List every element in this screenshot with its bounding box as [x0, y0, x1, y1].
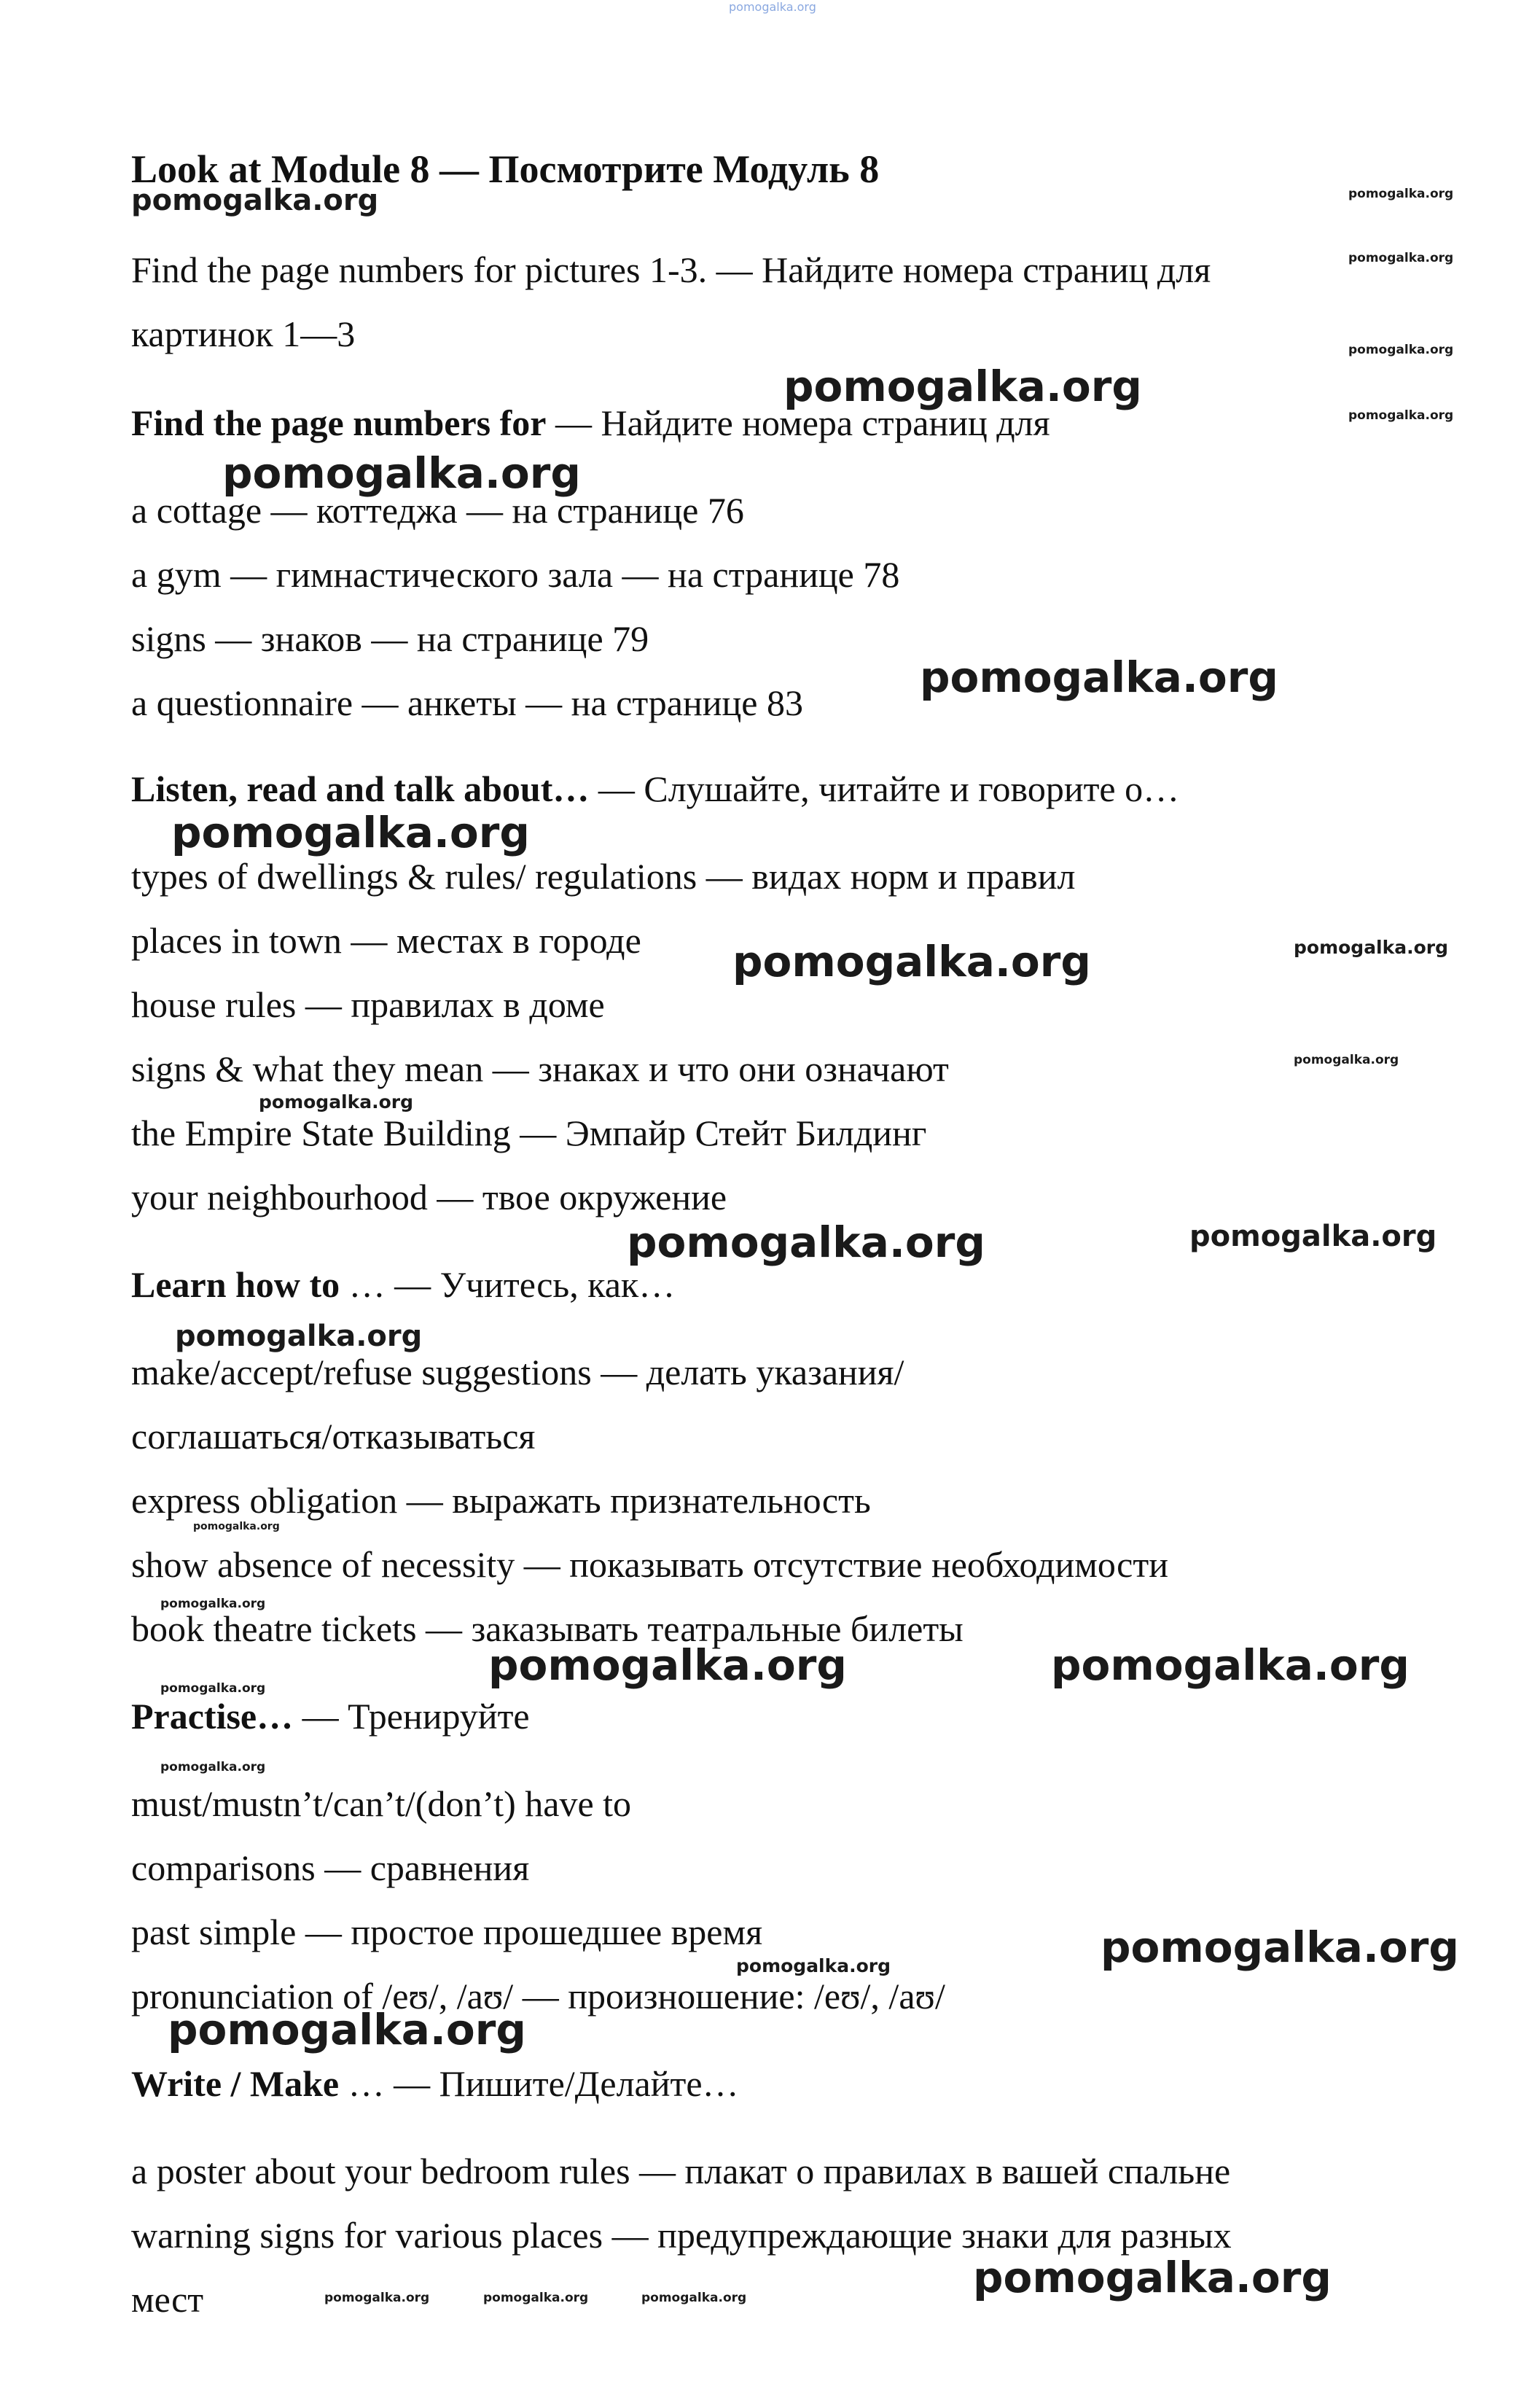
watermark: pomogalka.org	[171, 808, 530, 857]
list-item: a gym — гимнастического зала — на странице 78	[131, 554, 900, 595]
list-item: show absence of necessity — показывать отсутствие необходимости	[131, 1544, 1168, 1585]
watermark: pomogalka.org	[1294, 937, 1449, 958]
watermark: pomogalka.org	[483, 2291, 589, 2305]
section-heading-practise	[131, 1694, 530, 1738]
watermark: pomogalka.org	[1348, 251, 1454, 265]
section-heading-listen	[131, 767, 1179, 811]
watermark: pomogalka.org	[488, 1640, 847, 1690]
header-watermark: pomogalka.org	[729, 0, 816, 14]
list-item: a questionnaire — анкеты — на странице 83	[131, 682, 803, 723]
list-item: the Empire State Building — Эмпайр Стейт Билдинг	[131, 1113, 927, 1153]
list-item: comparisons — сравнения	[131, 1847, 530, 1888]
watermark: pomogalka.org	[160, 1760, 266, 1774]
watermark: pomogalka.org	[783, 362, 1142, 411]
watermark: pomogalka.org	[1348, 408, 1454, 423]
list-item: a poster about your bedroom rules — плакат о правилах в вашей спальне	[131, 2151, 1231, 2191]
watermark: pomogalka.org	[736, 1955, 891, 1976]
watermark: pomogalka.org	[973, 2253, 1332, 2302]
intro-line: картинок 1—3	[131, 313, 356, 354]
watermark: pomogalka.org	[160, 1597, 266, 1611]
page-title: Look at Module 8 — Посмотрите Модуль 8	[131, 147, 880, 191]
heading-rest: … — Пишите/Делайте…	[339, 2063, 739, 2104]
watermark: pomogalka.org	[168, 2005, 526, 2054]
list-item: past simple — простое прошедшее время	[131, 1912, 763, 1952]
watermark: pomogalka.org	[160, 1681, 266, 1696]
watermark: pomogalka.org	[732, 937, 1091, 986]
heading-bold: Practise…	[131, 1696, 294, 1737]
watermark: pomogalka.org	[1348, 343, 1454, 357]
heading-rest: — Слушайте, читайте и говорите о…	[589, 768, 1180, 809]
list-item: your neighbourhood — твое окружение	[131, 1177, 727, 1217]
intro-line: Find the page numbers for pictures 1-3. — Найдите номера страниц для	[131, 249, 1211, 290]
section-heading-learn	[131, 1263, 675, 1306]
watermark: pomogalka.org	[1051, 1640, 1410, 1690]
list-item: мест	[131, 2279, 204, 2320]
list-item: types of dwellings & rules/ regulations — видах норм и правил	[131, 856, 1076, 897]
watermark: pomogalka.org	[1189, 1220, 1437, 1253]
watermark: pomogalka.org	[1294, 1053, 1399, 1067]
watermark: pomogalka.org	[193, 1521, 280, 1532]
heading-bold: Find the page numbers for	[131, 402, 547, 443]
heading-bold: Write / Make	[131, 2063, 340, 2104]
watermark: pomogalka.org	[627, 1217, 985, 1267]
watermark: pomogalka.org	[920, 652, 1278, 702]
heading-bold: Learn how to	[131, 1264, 340, 1305]
watermark: pomogalka.org	[131, 184, 379, 217]
list-item: warning signs for various places — предупреждающие знаки для разных	[131, 2215, 1232, 2256]
list-item: signs & what they mean — знаках и что они означают	[131, 1048, 949, 1089]
section-heading-write	[131, 2062, 739, 2105]
heading-bold: Listen, read and talk about…	[131, 768, 590, 809]
list-item: a cottage — коттеджа — на странице 76	[131, 490, 744, 531]
list-item: make/accept/refuse suggestions — делать указания/	[131, 1352, 904, 1392]
section-heading-find	[131, 401, 1050, 445]
list-item: places in town — местах в городе	[131, 920, 641, 961]
list-item: pronunciation of /eʊ/, /aʊ/ — произношение: /eʊ/, /aʊ/	[131, 1976, 945, 2017]
watermark: pomogalka.org	[1101, 1922, 1459, 1972]
heading-rest: — Тренируйте	[293, 1696, 530, 1737]
list-item: соглашаться/отказываться	[131, 1416, 536, 1457]
watermark: pomogalka.org	[1348, 187, 1454, 201]
watermark: pomogalka.org	[641, 2291, 747, 2305]
list-item: book theatre tickets — заказывать театральные билеты	[131, 1608, 964, 1649]
list-item: signs — знаков — на странице 79	[131, 618, 649, 659]
list-item: must/mustn’t/can’t/(don’t) have to	[131, 1783, 632, 1824]
heading-rest: — Найдите номера страниц для	[546, 402, 1050, 443]
heading-rest: … — Учитесь, как…	[340, 1264, 676, 1305]
watermark: pomogalka.org	[259, 1091, 414, 1113]
watermark: pomogalka.org	[222, 448, 581, 498]
watermark: pomogalka.org	[324, 2291, 430, 2305]
list-item: express obligation — выражать признательность	[131, 1480, 871, 1521]
watermark: pomogalka.org	[175, 1320, 423, 1353]
list-item: house rules — правилах в доме	[131, 984, 605, 1025]
